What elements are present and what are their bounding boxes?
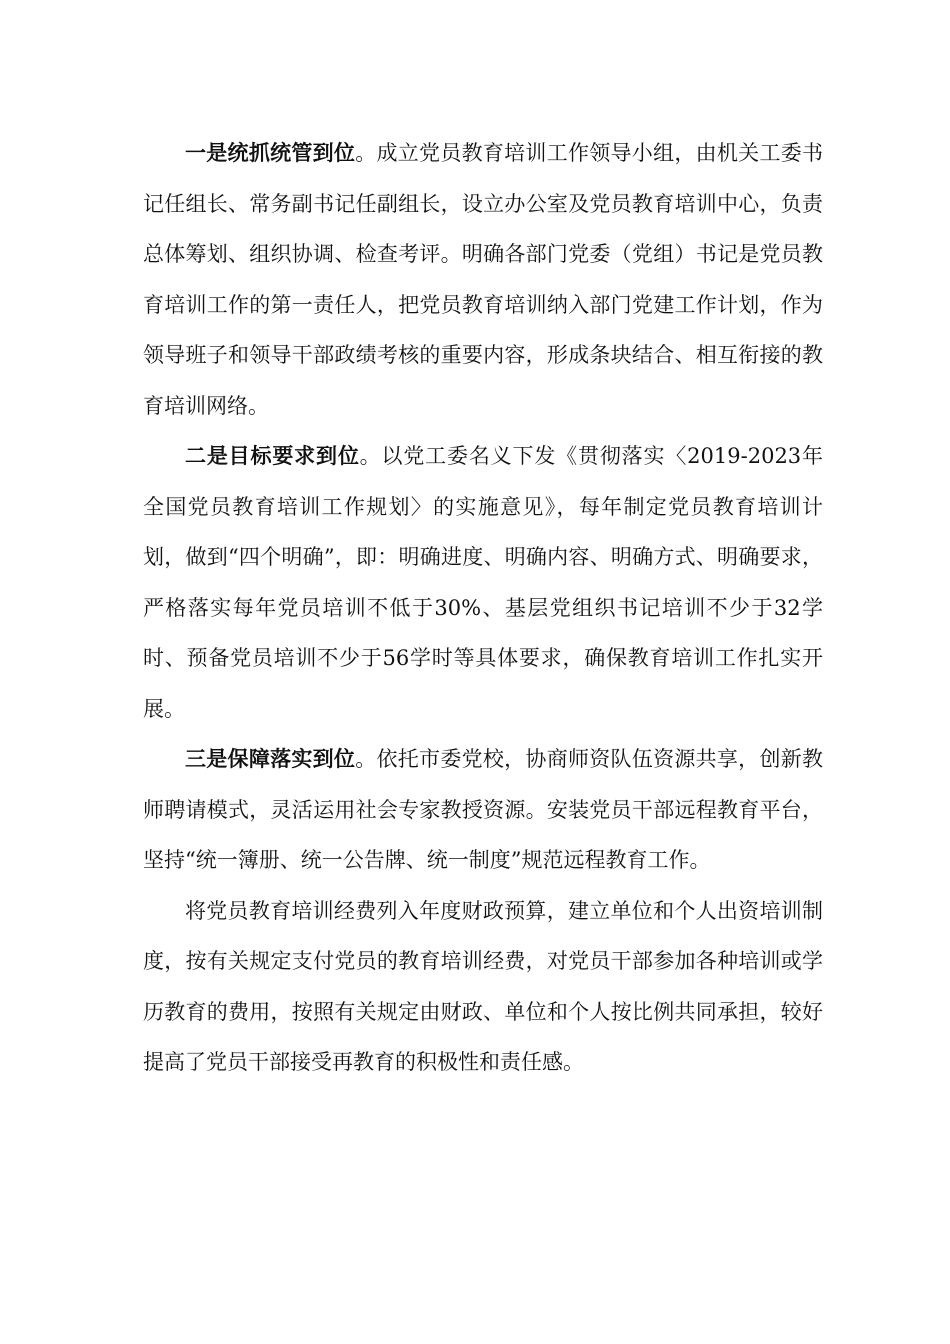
paragraph-4-body: 将党员教育培训经费列入年度财政预算，建立单位和个人出资培训制度，按有关规定支付党员的教育培训经费，对党员干部参加各种培训或学历教育的费用，按照有关规定由财政、单位和个人按比例共同承担，较好提高了党员干部接受再教育的积极性和责任感。 [143,898,823,1074]
paragraph-2-lead: 二是目标要求到位 [185,444,360,468]
paragraph-2-body: 。以党工委名义下发《贯彻落实〈2019-2023年全国党员教育培训工作规划〉的实施意见》，每年制定党员教育培训计划，做到“四个明确”，即：明确进度、明确内容、明确方式、明确要求，严格落实每年党员培训不低于30%、基层党组织书记培训不少于32学时、预备党员培训不少于56学时等具体要求，确保教育培训工作扎实开展。 [143,444,823,721]
paragraph-3 [143,734,823,886]
paragraph-3-lead: 三是保障落实到位 [185,747,356,771]
paragraph-4 [143,886,823,1088]
document-body [143,128,823,1088]
paragraph-1-lead: 一是统抓统管到位 [185,141,356,165]
paragraph-3-body: 。依托市委党校，协商师资队伍资源共享，创新教师聘请模式，灵活运用社会专家教授资源。安装党员干部远程教育平台，坚持“统一簿册、统一公告牌、统一制度”规范远程教育工作。 [143,747,824,872]
paragraph-1 [143,128,823,431]
paragraph-1-body: 。成立党员教育培训工作领导小组，由机关工委书记任组长、常务副书记任副组长，设立办公室及党员教育培训中心，负责总体筹划、组织协调、检查考评。明确各部门党委（党组）书记是党员教育培训工作的第一责任人，把党员教育培训纳入部门党建工作计划，作为领导班子和领导干部政绩考核的重要内容，形成条块结合、相互衔接的教育培训网络。 [143,141,824,418]
paragraph-2 [143,431,823,734]
